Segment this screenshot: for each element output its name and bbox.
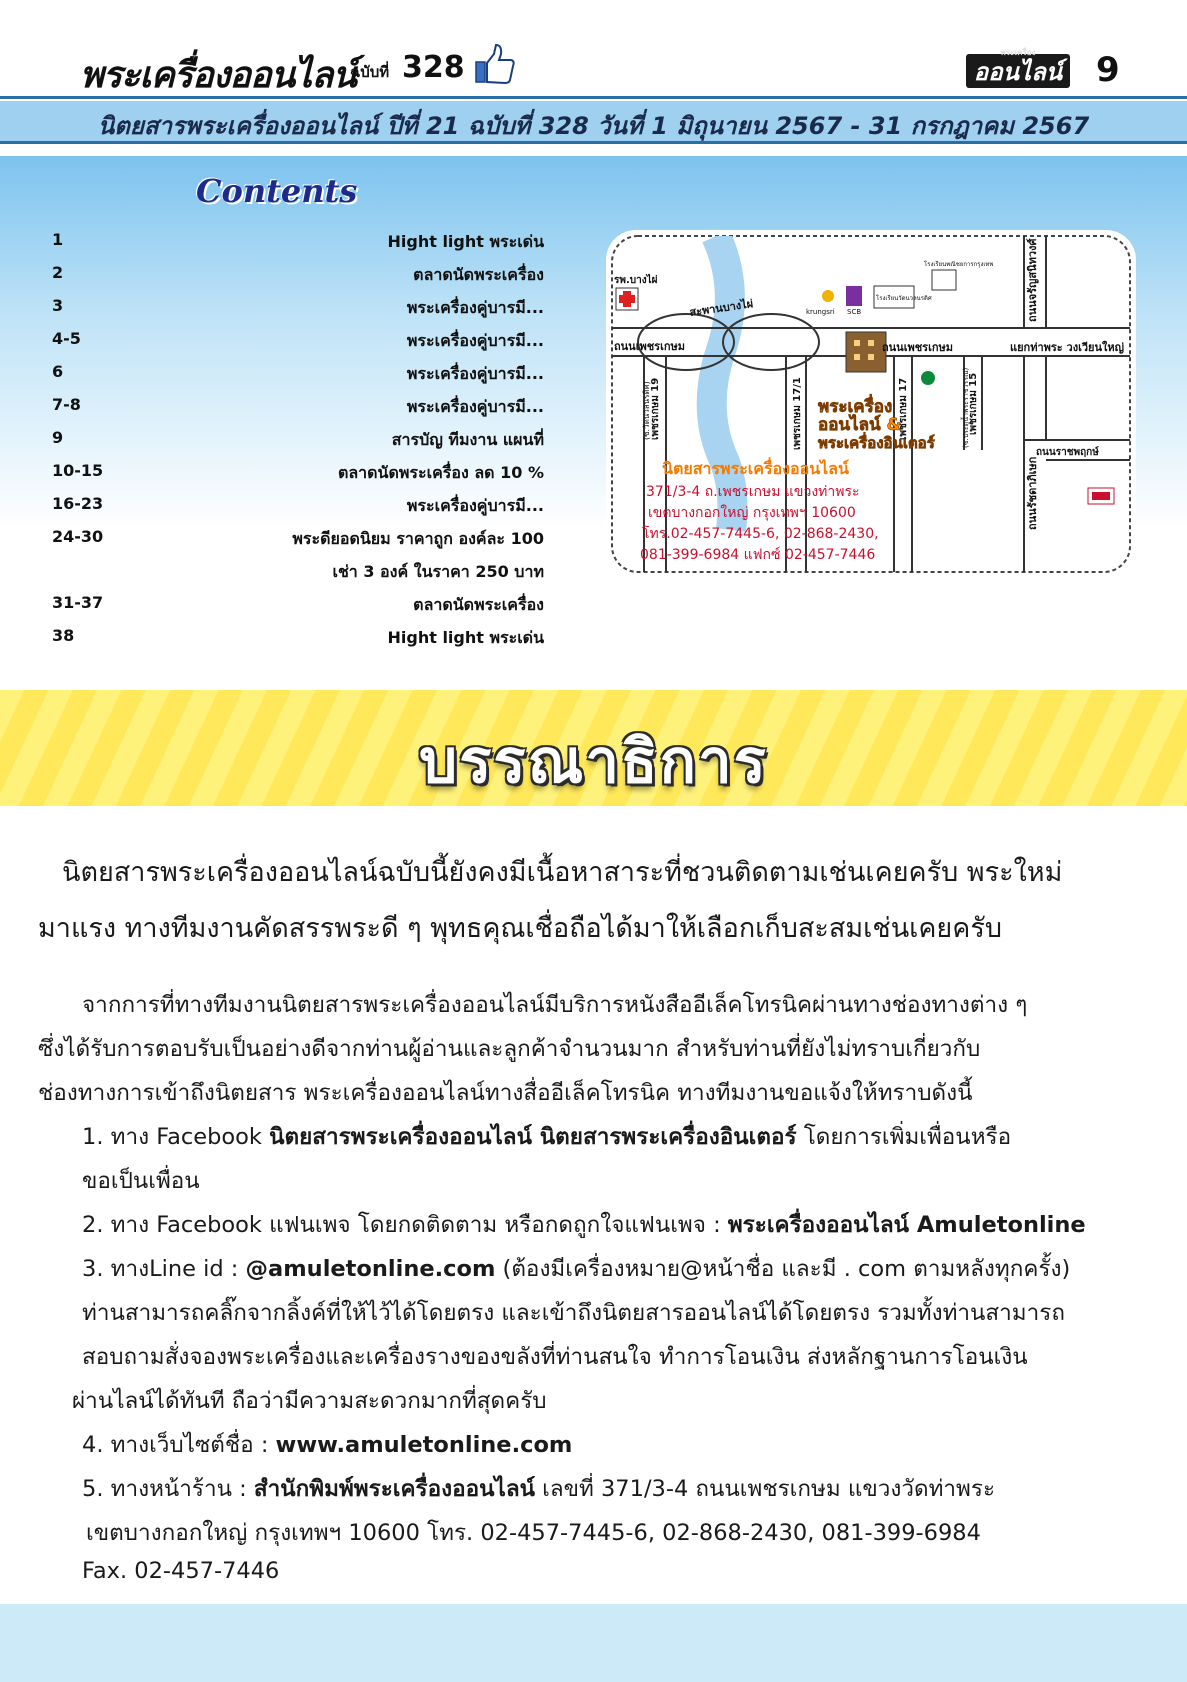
toc-label: Hight light พระเด่น — [387, 232, 544, 251]
toc-row — [52, 461, 544, 494]
list-bold-text: พระเครื่องออนไลน์ Amuletonline — [727, 1212, 1086, 1238]
toc-row — [52, 593, 544, 626]
list-text: 3. ทางLine id : — [82, 1256, 246, 1282]
page-number: 9 — [1096, 50, 1120, 90]
toc-page: 3 — [52, 296, 64, 315]
toc-page: 1 — [52, 230, 64, 249]
toc-page: 6 — [52, 362, 64, 381]
body-line: จากการที่ทางทีมงานนิตยสารพระเครื่องออนไลน์มีบริการหนังสืออีเล็คโทรนิคผ่านทางช่องทางต่าง ๆ — [82, 992, 1028, 1018]
kasikorn-bank-icon — [921, 371, 935, 385]
toc-page: 4-5 — [52, 329, 81, 348]
toc-label: ตลาดนัดพระเครื่อง — [413, 595, 544, 614]
toc-page: 16-23 — [52, 494, 104, 513]
toc-label: Hight light พระเด่น — [387, 628, 544, 647]
map-shop-name-line2: ออนไลน์ & — [818, 415, 902, 435]
brand-logo-small-text: พระเครื่อง — [1000, 48, 1036, 57]
body-line: ขอเป็นเพื่อน — [82, 1168, 200, 1194]
issue-number: 328 — [402, 50, 465, 85]
map-label-road: ถนนรัชดาภิเษก — [1026, 456, 1039, 530]
body-line: เขตบางกอกใหญ่ กรุงเทพฯ 10600 โทร. 02-457-7445-6, 02-868-2430, 081-399-6984 — [86, 1520, 981, 1546]
map-address-line: โทร.02-457-7445-6, 02-868-2430, — [642, 526, 879, 542]
building-window — [868, 340, 874, 346]
map-shop-name-line3: พระเครื่องอินเตอร์ — [818, 434, 935, 452]
location-map — [606, 230, 1136, 578]
toc-row — [52, 560, 544, 593]
map-label-road: ถนนราชพฤกษ์ — [1036, 447, 1099, 458]
lead-line: นิตยสารพระเครื่องออนไลน์ฉบับนี้ยังคงมีเนื้อหาสาระที่ชวนติดตามเช่นเคยครับ พระใหม่ — [62, 857, 1063, 888]
map-label-soi-sub: (ซ.วัดนวลนรดิศ) — [642, 381, 651, 440]
map-label-soi: เพชรเกษม 17/1 — [792, 377, 803, 450]
map-shop-name-line1: พระเครื่อง — [818, 397, 893, 417]
toc-label: พระเครื่องคู่บารมี... — [406, 496, 544, 515]
toc-page: 2 — [52, 263, 64, 282]
toc-label: เช่า 3 องค์ ในราคา 250 บาท — [332, 562, 544, 581]
magazine-title: พระเครื่องออนไลน์ — [80, 55, 356, 96]
map-label-school: โรงเรียนพณิชยการกรุงเทพ — [924, 261, 994, 268]
map-label-road: ถนนเพชรเกษม — [882, 341, 954, 354]
map-label-school: โรงเรียนวัดนวลนรดิศ — [876, 295, 932, 302]
contents-title: Contents — [196, 172, 358, 210]
toc-label: พระเครื่องคู่บารมี... — [406, 298, 544, 317]
map-label-bridge: สะพานบางไผ่ — [688, 297, 754, 319]
building-window — [868, 354, 874, 360]
map-label-road: ถนนเพชรเกษม — [614, 340, 686, 353]
building-window — [854, 340, 860, 346]
list-bold-text: นิตยสารพระเครื่องออนไลน์ นิตยสารพระเครื่องอินเตอร์ — [269, 1124, 797, 1150]
store-logo-mark — [1092, 492, 1110, 500]
toc-page: 38 — [52, 626, 75, 645]
toc-label: พระดียอดนิยม ราคาถูก องค์ละ 100 — [292, 529, 544, 548]
hospital-cross-icon — [619, 295, 635, 303]
toc-row — [52, 296, 544, 329]
list-text: 4. ทางเว็บไซต์ชื่อ : — [82, 1432, 276, 1458]
body-line: ผ่านไลน์ได้ทันที ถือว่ามีความสะดวกมากที่สุดครับ — [72, 1388, 547, 1414]
map-address-line: 081-399-6984 แฟกซ์ 02-457-7446 — [640, 547, 876, 563]
toc-row — [52, 626, 544, 659]
map-address-line: เขตบางกอกใหญ่ กรุงเทพฯ 10600 — [648, 505, 856, 521]
map-label-hospital: รพ.บางไผ่ — [614, 275, 658, 286]
list-text: 1. ทาง Facebook — [82, 1124, 270, 1150]
krungsri-bank-icon — [822, 290, 834, 302]
map-label-bank: SCB — [847, 308, 862, 316]
toc-label: ตลาดนัดพระเครื่อง ลด 10 % — [337, 463, 544, 482]
list-bold-text: @amuletonline.com — [245, 1256, 496, 1282]
toc-row — [52, 263, 544, 296]
list-item-fanpage — [82, 1206, 1086, 1242]
map-address-line: 371/3-4 ถ.เพชรเกษม แขวงท่าพระ — [646, 484, 860, 500]
toc-label: พระเครื่องคู่บารมี... — [406, 331, 544, 350]
toc-row — [52, 230, 544, 263]
lead-line: มาแรง ทางทีมงานคัดสรรพระดี ๆ พุทธคุณเชื่อถือได้มาให้เลือกเก็บสะสมเช่นเคยครับ — [38, 913, 1002, 944]
building-window — [854, 354, 860, 360]
map-address-title: นิตยสารพระเครื่องออนไลน์ — [662, 459, 849, 478]
list-item-facebook — [82, 1118, 1011, 1154]
toc-row — [52, 395, 544, 428]
footer-band — [0, 1604, 1187, 1682]
list-text: เลขที่ 371/3-4 ถนนเพชรเกษม แขวงวัดท่าพระ — [535, 1476, 996, 1502]
body-line: ท่านสามารถคลิ๊กจากลิ้งค์ที่ให้ไว้ได้โดยตรง และเข้าถึงนิตยสารออนไลน์ได้โดยตรง รวมทั้งท่านสามารถ — [82, 1300, 1065, 1326]
toc-label: พระเครื่องคู่บารมี... — [406, 364, 544, 383]
map-label-soi: เพชรเกษม 19 — [650, 377, 661, 440]
list-text: 2. ทาง Facebook แฟนเพจ โดยกดติดตาม หรือกดถูกใจแฟนเพจ : — [82, 1212, 728, 1238]
list-item-website — [82, 1426, 572, 1462]
map-label-soi: เพชรเกษม 17 — [898, 377, 909, 440]
map-label-junction: แยกท่าพระ วงเวียนใหญ่ — [1010, 341, 1124, 354]
toc-page: 24-30 — [52, 527, 104, 546]
list-text: โดยการเพิ่มเพื่อนหรือ — [796, 1124, 1012, 1150]
thumbs-up-icon — [474, 42, 516, 86]
list-item-storefront — [82, 1470, 995, 1506]
shop-building-icon — [846, 332, 886, 372]
list-bold-text: www.amuletonline.com — [275, 1432, 573, 1458]
map-label-bank: krungsri — [806, 308, 835, 316]
toc-row — [52, 329, 544, 362]
list-bold-text: สำนักพิมพ์พระเครื่องออนไลน์ — [253, 1476, 535, 1502]
toc-label: พระเครื่องคู่บารมี... — [406, 397, 544, 416]
header-rule — [0, 96, 1187, 99]
brand-logo-text: ออนไลน์ — [973, 58, 1063, 86]
toc-row — [52, 494, 544, 527]
toc-label: สารบัญ ทีมงาน แผนที่ — [391, 430, 544, 449]
editorial-heading: บรรณาธิการ — [419, 727, 768, 797]
school-building — [932, 270, 956, 290]
toc-page: 31-37 — [52, 593, 104, 612]
body-line: Fax. 02-457-7446 — [82, 1558, 280, 1584]
body-line: ช่องทางการเข้าถึงนิตยสาร พระเครื่องออนไลน์ทางสื่ออีเล็คโทรนิค ทางทีมงานขอแจ้งให้ทราบดังนี้ — [38, 1080, 973, 1106]
list-item-line — [82, 1250, 1070, 1286]
toc-page: 10-15 — [52, 461, 104, 480]
toc-page: 7-8 — [52, 395, 81, 414]
list-text: (ต้องมีเครื่องหมาย@หน้าชื่อ และมี . com ตามหลังทุกครั้ง) — [495, 1256, 1071, 1282]
toc-row — [52, 428, 544, 461]
subheader-text: นิตยสารพระเครื่องออนไลน์ ปีที่ 21 ฉบับที่ 328 วันที่ 1 มิถุนายน 2567 - 31 กรกฎาคม 2567 — [97, 112, 1090, 140]
map-label-soi: เพชรเกษม 15 — [968, 372, 979, 435]
toc-row — [52, 362, 544, 395]
scb-bank-icon — [846, 286, 862, 306]
toc-row — [52, 527, 544, 560]
body-line: ซึ่งได้รับการตอบรับเป็นอย่างดีจากท่านผู้อ่านและลูกค้าจำนวนมาก สำหรับท่านที่ยังไม่ทราบเกี่ยวกับ — [38, 1036, 981, 1062]
list-text: 5. ทางหน้าร้าน : — [82, 1476, 254, 1502]
brand-logo — [966, 48, 1070, 88]
issue-label: ฉบับที่ — [350, 63, 390, 81]
toc-page: 9 — [52, 428, 64, 447]
map-label-soi-sub: (ซ.ประตูน้ำพระราชวรรณ) — [962, 367, 970, 448]
body-line: สอบถามสั่งจองพระเครื่องและเครื่องรางของขลังที่ท่านสนใจ ทำการโอนเงิน ส่งหลักฐานการโอนเงิน — [82, 1344, 1028, 1370]
toc-label: ตลาดนัดพระเครื่อง — [413, 265, 544, 284]
map-label-road: ถนนจรัญสนิทวงศ์ — [1026, 238, 1039, 322]
